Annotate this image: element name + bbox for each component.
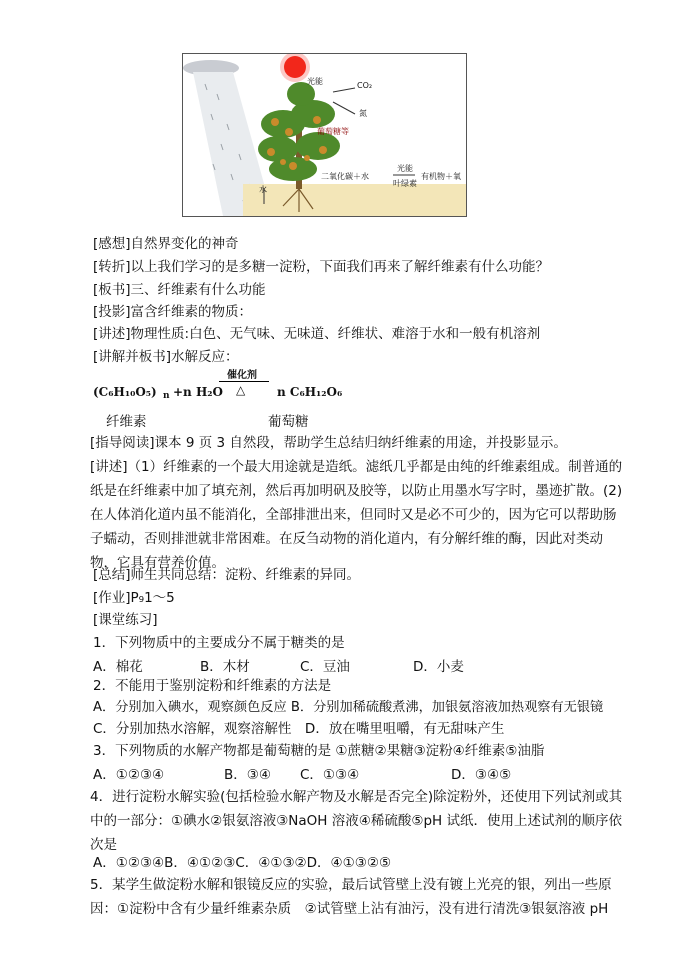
label-eq-right: 有机物＋氧 (421, 172, 461, 181)
eq-water: +n H₂O (173, 385, 224, 399)
eq-arrow-line (219, 381, 269, 382)
label-eq-bottom: 叶绿素 (393, 179, 417, 188)
text-board-heading: [板书]三、纤维素有什么功能 (93, 282, 266, 298)
eq-label-glucose: 葡萄糖 (268, 414, 309, 430)
eq-catalyst: 催化剂 (227, 370, 257, 381)
question-1: 1．下列物质中的主要成分不属于糖类的是 (93, 635, 345, 651)
label-co2: CO₂ (357, 81, 373, 90)
eq-reactant: (C₆H₁₀O₅) (93, 385, 157, 399)
text-transition: [转折]以上我们学习的是多糖一淀粉，下面我们再来了解纤维素有什么功能？ (93, 259, 550, 275)
text-reflection: [感想]自然界变化的神奇 (93, 236, 239, 252)
q3-option-c: C．①③④ (300, 767, 360, 783)
soil-area (243, 184, 466, 216)
q1-option-b: B．木材 (200, 659, 250, 675)
label-eq-left: 二氧化碳＋水 (321, 172, 369, 181)
question-2-options-cd: C．分别加热水溶解，观察溶解性 D．放在嘴里咀嚼，有无甜味产生 (93, 721, 505, 737)
label-sugar: 葡萄糖等 (317, 127, 349, 136)
q5-body: 5．某学生做淀粉水解和银镜反应的实验，最后试管壁上没有镀上光亮的银，列出一些原因：①淀粉中含有少量纤维素杂质 ②试管壁上沾有油污，没有进行清洗③银氨溶液 pH (90, 877, 612, 917)
text-practice: [课堂练习] (93, 612, 158, 628)
eq-product: n C₆H₁₂O₆ (277, 385, 343, 399)
question-3: 3．下列物质的水解产物都是葡萄糖的是 ①蔗糖②果糖③淀粉④纤维素⑤油脂 (93, 743, 545, 759)
text-homework: [作业]P₉1～5 (93, 590, 175, 606)
q4-body: 4．进行淀粉水解实验(包括检验水解产物及水解是否完全)除淀粉外，还使用下列试剂或其中的一部分：①碘水②银氨溶液③NaOH 溶液④稀硫酸⑤pH 试纸．使用上述试剂的顺序依次是 (90, 789, 623, 853)
eq-n-subscript: n (163, 391, 170, 401)
q1-option-d: D．小麦 (413, 659, 464, 675)
lecture-body: [讲述]（1）纤维素的一个最大用途就是造纸。滤纸几乎都是由纯的纤维素组成。制普通的纸是在纤维素中加了填充剂，然后再加明矾及胶等，以防止用墨水写字时，墨迹扩散。(2)在人体消化道内虽不能消化，全部排泄出来，但同时又是必不可少的，因为它可以帮助肠子蠕动，否则排泄就非常困难。在反刍动物的消化道内，有分解纤维的酶，因此对类动物，它具有营养价值。 (90, 459, 623, 571)
q3-option-a: A．①②③④ (93, 767, 165, 783)
eq-heat: △ (236, 383, 246, 397)
label-light: 光能 (307, 77, 323, 86)
text-physical-properties: [讲述]物理性质:白色、无气味、无味道、纤维状、难溶于水和一般有机溶剂 (93, 326, 541, 342)
q1-option-c: C．豆油 (300, 659, 350, 675)
q3-option-d: D．③④⑤ (451, 767, 512, 783)
q1-option-a: A．棉花 (93, 659, 143, 675)
text-summary: [总结]师生共同总结：淀粉、纤维素的异同。 (93, 567, 361, 583)
q3-option-b: B．③④ (224, 767, 271, 783)
text-lecture (90, 455, 625, 575)
question-4-options: A．①②③④B．④①②③C．④①③②D．④①③②⑤ (93, 855, 392, 871)
label-eq-top: 光能 (397, 164, 413, 173)
label-nitrogen: 氮 (359, 109, 367, 118)
question-5 (90, 873, 625, 921)
text-projection: [投影]富含纤维素的物质： (93, 304, 253, 320)
question-4 (90, 785, 625, 857)
label-water: 水 (259, 185, 267, 194)
question-2: 2．不能用于鉴别淀粉和纤维素的方法是 (93, 678, 332, 694)
photosynthesis-figure (182, 53, 467, 217)
eq-label-cellulose: 纤维素 (106, 414, 147, 430)
question-2-options-ab: A．分别加入碘水，观察颜色反应 B．分别加稀硫酸煮沸，加银氨溶液加热观察有无银镜 (93, 700, 604, 715)
text-guided-reading: [指导阅读]课本 9 页 3 自然段，帮助学生总结归纳纤维素的用途，并投影显示。 (90, 435, 567, 451)
text-hydrolysis-heading: [讲解并板书]水解反应： (93, 349, 239, 365)
